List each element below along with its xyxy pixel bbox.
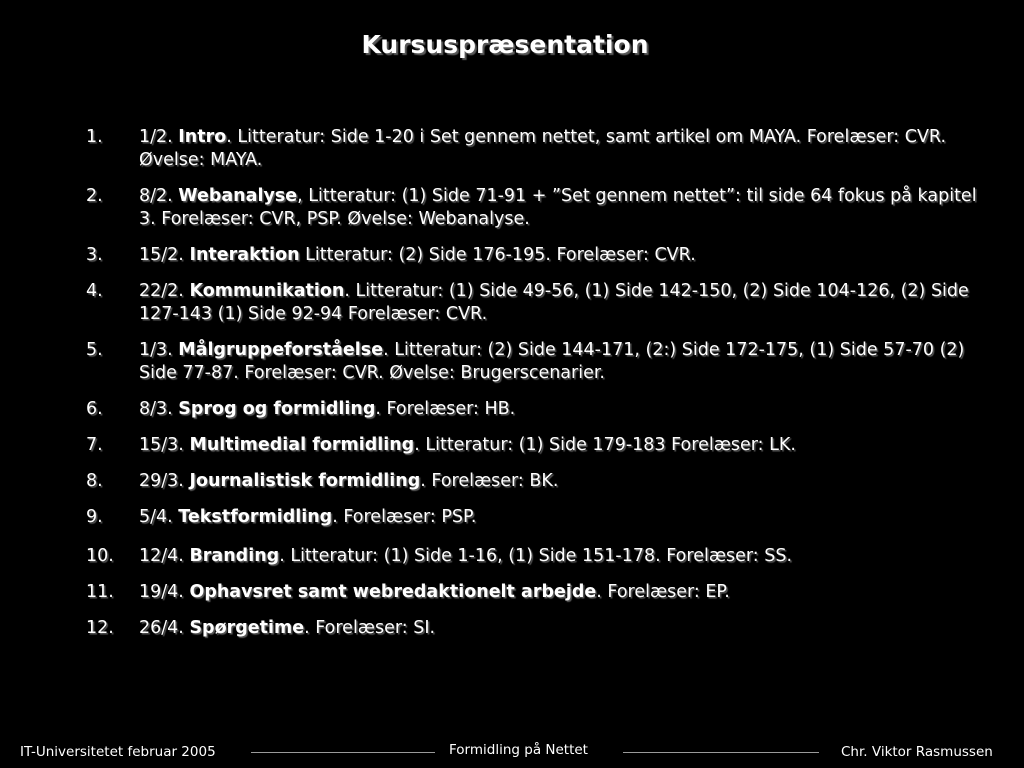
course-schedule-list	[86, 126, 986, 640]
list-item	[86, 339, 986, 385]
item-text	[139, 470, 986, 493]
item-text	[139, 339, 986, 385]
item-topic: Intro	[178, 127, 227, 147]
item-details: . Forelæser: PSP.	[332, 507, 477, 527]
list-item	[86, 506, 986, 529]
item-topic: Journalistisk formidling	[189, 471, 421, 491]
item-number: 9.	[86, 507, 103, 527]
item-details: . Forelæser: BK.	[420, 471, 559, 491]
item-number: 8.	[86, 471, 103, 491]
item-number: 5.	[86, 340, 103, 360]
footer-divider-left	[251, 752, 435, 753]
item-date: 5/4.	[139, 507, 179, 527]
item-details: . Litteratur: (1) Side 179-183 Forelæser: LK.	[414, 435, 796, 455]
list-item	[86, 545, 986, 568]
item-topic: Ophavsret samt webredaktionelt arbejde	[189, 582, 597, 602]
item-details: . Litteratur: (1) Side 49-56, (1) Side 142-150, (2) Side 104-126, (2) Side 127-143 (1) Side 92-94 Forelæser: CVR.	[139, 281, 969, 324]
item-text	[139, 398, 986, 421]
item-text	[139, 545, 986, 568]
item-number: 12.	[86, 618, 114, 638]
list-item	[86, 470, 986, 493]
item-text	[139, 581, 986, 604]
item-text	[139, 185, 986, 231]
item-date: 19/4.	[139, 582, 190, 602]
item-number: 11.	[86, 582, 114, 602]
item-date: 8/2.	[139, 186, 179, 206]
list-item	[86, 617, 986, 640]
footer-divider-right	[623, 752, 819, 753]
item-number: 7.	[86, 435, 103, 455]
item-number: 2.	[86, 186, 103, 206]
item-topic: Sprog og formidling	[178, 399, 376, 419]
item-number: 6.	[86, 399, 103, 419]
list-item	[86, 126, 986, 172]
item-topic: Spørgetime	[189, 618, 305, 638]
item-details: . Forelæser: HB.	[375, 399, 516, 419]
item-number: 10.	[86, 546, 114, 566]
item-date: 1/3.	[139, 340, 179, 360]
item-topic: Målgruppeforståelse	[178, 340, 384, 360]
item-date: 26/4.	[139, 618, 190, 638]
slide-title: Kursuspræsentation	[361, 30, 649, 59]
list-item	[86, 244, 986, 267]
item-topic: Interaktion	[189, 245, 300, 265]
list-item	[86, 280, 986, 326]
item-text	[139, 506, 986, 529]
item-date: 1/2.	[139, 127, 179, 147]
item-number: 1.	[86, 127, 103, 147]
item-date: 15/2.	[139, 245, 190, 265]
item-date: 15/3.	[139, 435, 190, 455]
item-details: , Litteratur: (1) Side 71-91 + ”Set gennem nettet”: til side 64 fokus på kapitel 3. Forelæser: CVR, PSP. Øvelse: Webanalyse.	[139, 186, 977, 229]
item-topic: Tekstformidling	[178, 507, 333, 527]
item-details: . Forelæser: EP.	[596, 582, 730, 602]
list-item	[86, 185, 986, 231]
list-item	[86, 398, 986, 421]
item-text	[139, 244, 986, 267]
item-date: 12/4.	[139, 546, 190, 566]
list-item	[86, 434, 986, 457]
list-item	[86, 581, 986, 604]
item-topic: Multimedial formidling	[189, 435, 415, 455]
footer-author: Chr. Viktor Rasmussen	[841, 744, 993, 760]
item-number: 4.	[86, 281, 103, 301]
item-details: . Litteratur: Side 1-20 i Set gennem nettet, samt artikel om MAYA. Forelæser: CVR. Øvelse: MAYA.	[139, 127, 947, 170]
item-text	[139, 126, 986, 172]
slide-footer	[0, 744, 1024, 764]
footer-course-title: Formidling på Nettet	[449, 742, 588, 758]
item-details: . Litteratur: (2) Side 144-171, (2:) Side 172-175, (1) Side 57-70 (2) Side 77-87. Forelæser: CVR. Øvelse: Brugerscenarier.	[139, 340, 965, 383]
item-details: . Litteratur: (1) Side 1-16, (1) Side 151-178. Forelæser: SS.	[279, 546, 793, 566]
footer-institution: IT-Universitetet februar 2005	[20, 744, 216, 760]
item-date: 29/3.	[139, 471, 190, 491]
item-details: . Forelæser: SI.	[304, 618, 436, 638]
item-topic: Webanalyse	[178, 186, 298, 206]
item-details: Litteratur: (2) Side 176-195. Forelæser: CVR.	[299, 245, 696, 265]
item-text	[139, 434, 986, 457]
item-text	[139, 617, 986, 640]
item-number: 3.	[86, 245, 103, 265]
item-date: 8/3.	[139, 399, 179, 419]
item-date: 22/2.	[139, 281, 190, 301]
item-topic: Branding	[189, 546, 280, 566]
item-text	[139, 280, 986, 326]
item-topic: Kommunikation	[189, 281, 345, 301]
